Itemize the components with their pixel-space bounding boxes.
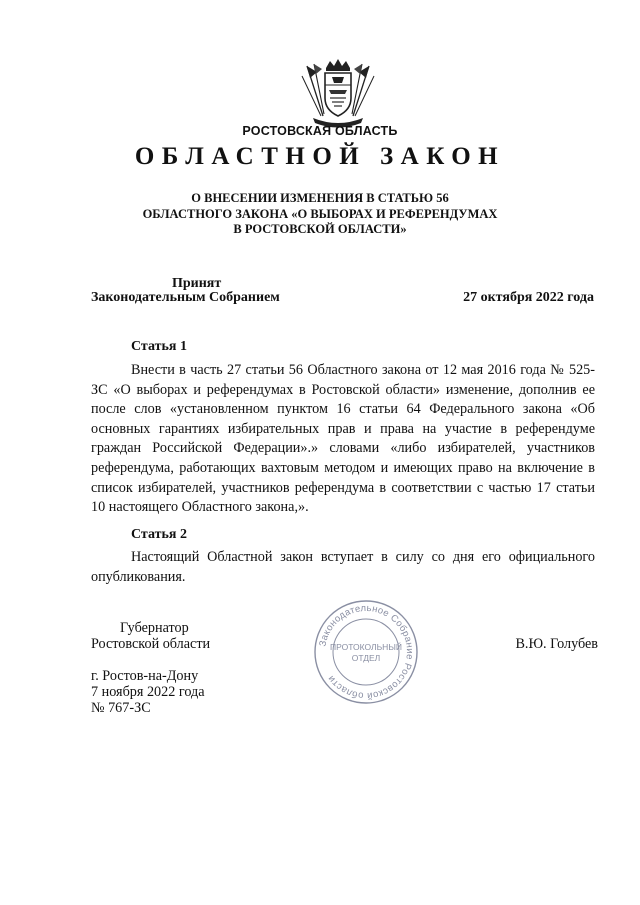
footer-number: № 767-ЗС [91,700,151,716]
article-1-heading: Статья 1 [131,339,187,354]
stamp-center-line2: ОТДЕЛ [351,653,381,663]
stamp-ring-text: Законодательное Собрание Ростовской области [317,602,416,702]
footer-date: 7 ноября 2022 года [91,684,205,700]
subtitle-line: ОБЛАСТНОГО ЗАКОНА «О ВЫБОРАХ И РЕФЕРЕНДУМАХ [142,206,498,221]
subtitle-line: О ВНЕСЕНИИ ИЗМЕНЕНИЯ В СТАТЬЮ 56 [191,191,449,205]
signatory-name: В.Ю. Голубев [515,636,598,652]
signatory-title-line1: Губернатор [120,620,189,636]
official-stamp [312,598,420,706]
article-2-body: Настоящий Областной закон вступает в силу со дня его официального опубликования. [91,549,595,585]
rostov-oblast-coat-of-arms-icon [299,58,377,128]
article-2-text [91,548,595,587]
law-subtitle [0,191,640,238]
adopted-label: Принят [172,276,222,291]
stamp-center-line1: ПРОТОКОЛЬНЫЙ [330,642,402,652]
region-name: РОСТОВСКАЯ ОБЛАСТЬ [242,124,398,138]
article-1-text [91,361,595,518]
signatory-title-line2: Ростовской области [91,636,211,652]
document-type-title: ОБЛАСТНОЙ ЗАКОН [134,143,506,170]
subtitle-line: В РОСТОВСКОЙ ОБЛАСТИ» [233,222,407,236]
article-2-heading: Статья 2 [131,527,187,542]
footer-city: г. Ростов-на-Дону [91,668,199,684]
adoption-date: 27 октября 2022 года [463,290,594,305]
article-1-body: Внести в часть 27 статьи 56 Областного закона от 12 мая 2016 года № 525-ЗС «О выборах и референдумах в Ростовской области» изменение, дополнив ее после слов «установленном пунктом 16 статьи 64 Федерального закона «Об основных гарантиях избирательных прав и права на участие в референдуме граждан Российской Федерации».» словами «либо избирателей, участников референдума, работающих вахтовым методом и имеющих право на включение в список избирателей, участников референдума в соответствии с частью 17 статьи 10 настоящего Областного закона,». [91,362,595,516]
adopted-by: Законодательным Собранием [91,290,280,305]
